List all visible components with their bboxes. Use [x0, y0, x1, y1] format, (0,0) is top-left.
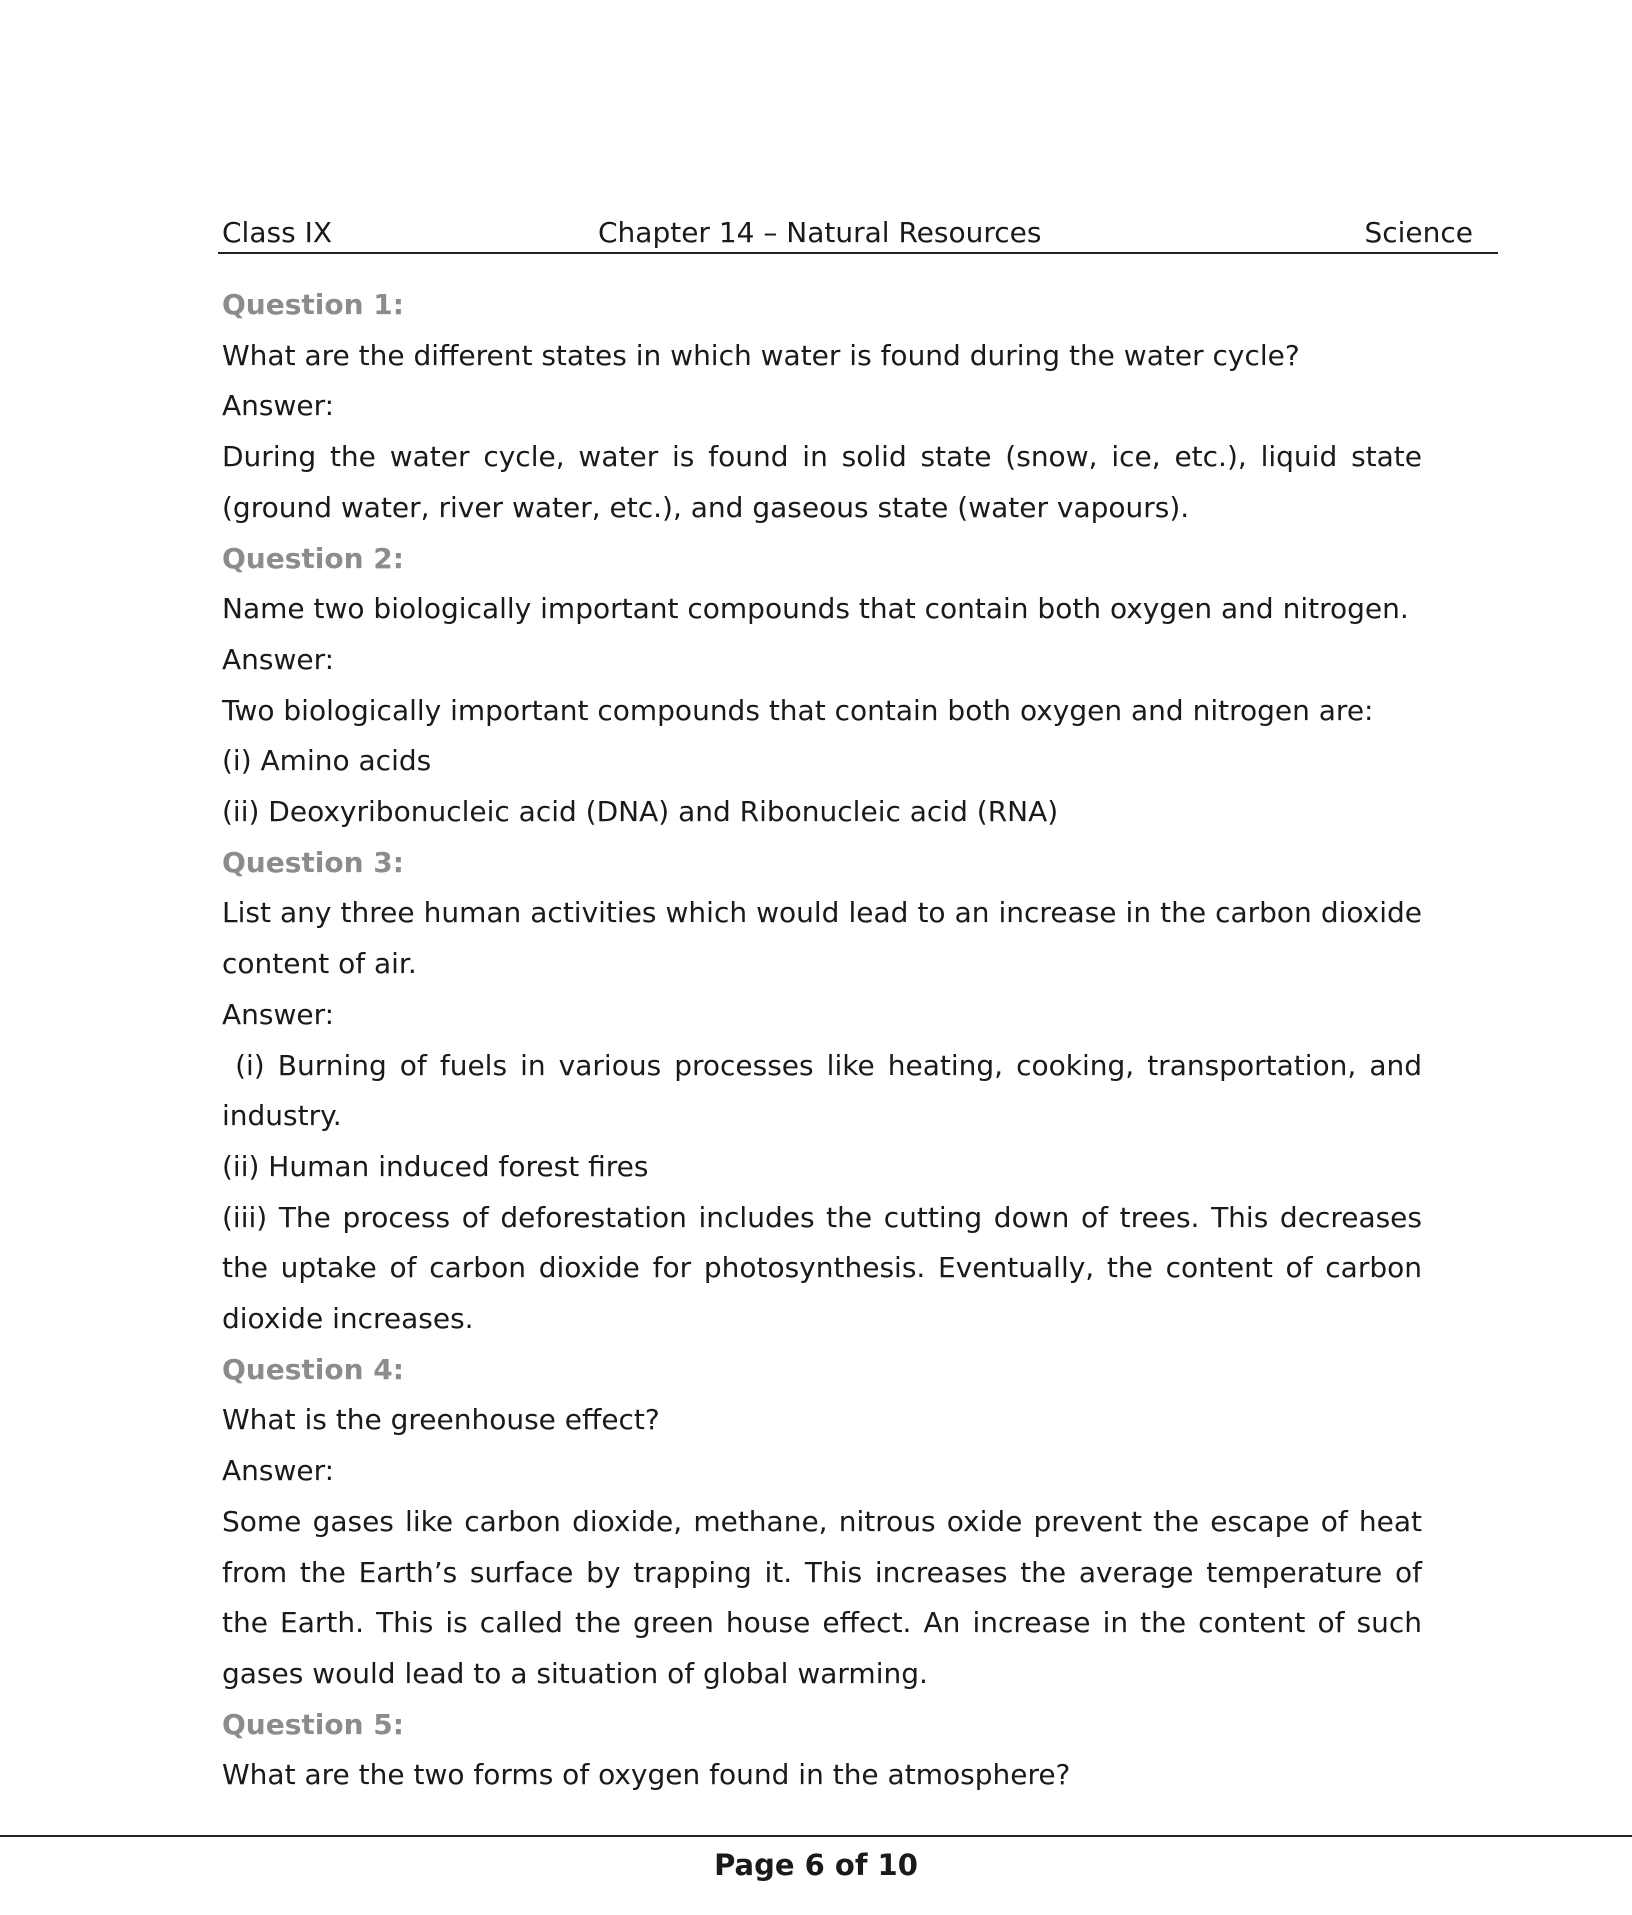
answer-3-item: (iii) The process of deforestation includes the cutting down of trees. This decreases the uptake of carbon dioxide for photosynthesis. Eventually, the content of carbon dioxide increases.	[222, 1200, 1422, 1336]
question-3-heading: Question 3:	[222, 845, 404, 879]
question-5-text: What are the two forms of oxygen found in the atmosphere?	[222, 1758, 1071, 1792]
answer-4-label: Answer:	[222, 1454, 335, 1488]
answer-2-intro: Two biologically important compounds that contain both oxygen and nitrogen are:	[222, 693, 1374, 727]
answer-3-item: (i) Burning of fuels in various processes like heating, cooking, transportation, and industry.	[222, 1048, 1431, 1133]
answer-3-item: (ii) Human induced forest fires	[222, 1149, 649, 1183]
answer-4-text: Some gases like carbon dioxide, methane, nitrous oxide prevent the escape of heat from the Earth’s surface by trapping it. This increases the average temperature of the Earth. This is called the green house effect. An increase in the content of such gases would lead to a situation of global warming.	[222, 1504, 1422, 1690]
footer-divider	[0, 1835, 1632, 1837]
header-class: Class IX	[222, 216, 333, 249]
question-2-text: Name two biologically important compounds that contain both oxygen and nitrogen.	[222, 592, 1409, 626]
question-1-text: What are the different states in which water is found during the water cycle?	[222, 338, 1300, 372]
question-5-heading: Question 5:	[222, 1707, 404, 1741]
header-chapter: Chapter 14 – Natural Resources	[598, 216, 1042, 249]
answer-1-label: Answer:	[222, 389, 335, 423]
question-2-heading: Question 2:	[222, 541, 404, 575]
answer-3-label: Answer:	[222, 997, 335, 1031]
question-4-heading: Question 4:	[222, 1352, 404, 1386]
question-3-text: List any three human activities which would lead to an increase in the carbon dioxide content of air.	[222, 896, 1422, 981]
answer-2-item: (ii) Deoxyribonucleic acid (DNA) and Ribonucleic acid (RNA)	[222, 795, 1059, 829]
page-header	[218, 212, 1498, 254]
document-body	[222, 280, 1431, 1801]
answer-2-item: (i) Amino acids	[222, 744, 432, 778]
answer-1-text: During the water cycle, water is found in solid state (snow, ice, etc.), liquid state (ground water, river water, etc.), and gaseous state (water vapours).	[222, 440, 1422, 524]
page-number: Page 6 of 10	[714, 1848, 918, 1882]
question-1-heading: Question 1:	[222, 288, 404, 321]
header-subject: Science	[1364, 216, 1473, 249]
answer-2-label: Answer:	[222, 642, 335, 676]
question-4-text: What is the greenhouse effect?	[222, 1403, 660, 1437]
